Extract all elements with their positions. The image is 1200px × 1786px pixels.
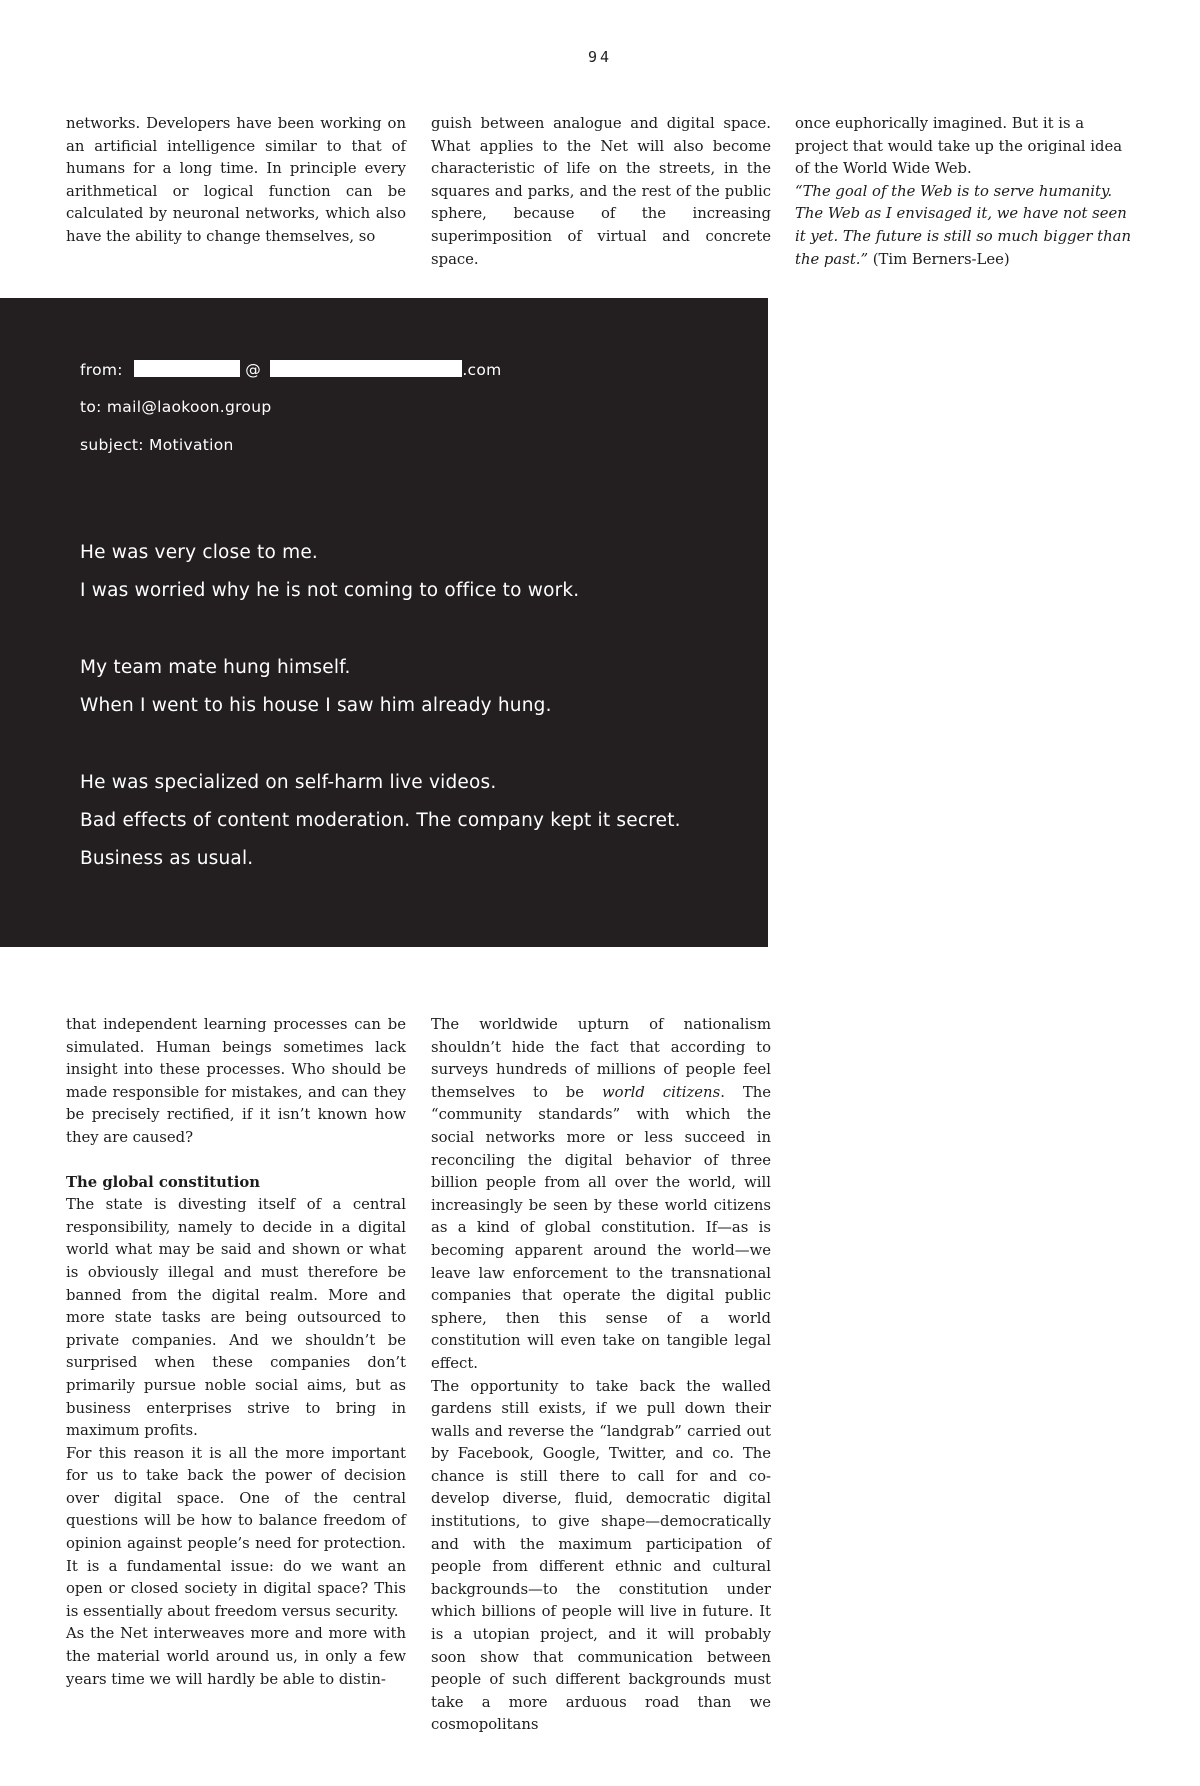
to-line: to: mail@laokoon.group bbox=[80, 398, 272, 416]
paragraph: For this reason it is all the more important for us to take back the power of decision over digital space. One of the central questions will be how to balance freedom of opinion against people’s need for protection. It is a fundamental issue: do we want an open or closed society in digital space? This is essentially about freedom versus security. bbox=[66, 1444, 406, 1620]
section-heading: The global constitution bbox=[66, 1173, 260, 1191]
top-column-2 bbox=[431, 113, 771, 271]
message-line: My team mate hung himself. bbox=[80, 657, 351, 678]
paragraph: The opportunity to take back the walled gardens still exists, if we pull down their walls and reverse the “landgrab” carried out by Facebook, Google, Twitter, and co. The chance is still there to call for and co-develop diverse, fluid, democratic digital institutions, to give shape—democratically and with the maximum participation of people from different ethnic and cultural backgrounds—to the constitution under which billions of people will live in future. It is a utopian project, and it will probably soon show that communication between people of such different backgrounds must take a more arduous road than we cosmopolitans bbox=[431, 1377, 771, 1734]
quote-attribution: (Tim Berners-Lee) bbox=[872, 250, 1010, 268]
quote-paragraph bbox=[795, 181, 1135, 271]
redacted-name bbox=[134, 360, 240, 377]
redacted-domain bbox=[270, 360, 462, 377]
message-line: I was worried why he is not coming to office to work. bbox=[80, 580, 580, 601]
message-line: Business as usual. bbox=[80, 848, 254, 869]
paragraph: once euphorically imagined. But it is a project that would take up the original idea of the World Wide Web. bbox=[795, 115, 1123, 178]
domain-suffix: .com bbox=[462, 361, 502, 379]
from-line bbox=[80, 360, 502, 379]
top-column-1 bbox=[66, 113, 406, 249]
message-line: Bad effects of content moderation. The company kept it secret. bbox=[80, 810, 681, 831]
text-run: The worldwide upturn of nationalism shouldn’t hide the fact that according to surveys hundreds of millions of people feel themselves to be bbox=[431, 1016, 771, 1101]
paragraph: The state is divesting itself of a central responsibility, namely to decide in a digital world what may be said and shown or what is obviously illegal and must therefore be banned from the digital realm. More and more state tasks are being outsourced to private companies. And we shouldn’t be surprised when these companies don’t primarily pursue noble social aims, but as business enterprises strive to bring in maximum profits. bbox=[66, 1196, 406, 1440]
paragraph: that independent learning processes can be simulated. Human beings sometimes lack insight into these processes. Who should be made responsible for mistakes, and can they be precisely rectified, if it isn’t known how they are caused? bbox=[66, 1016, 406, 1146]
email-panel bbox=[0, 298, 768, 947]
bottom-column-2 bbox=[431, 1014, 771, 1737]
paragraph: guish between analogue and digital space. What applies to the Net will also become characteristic of life on the streets, in the squares and parks, and the rest of the public sphere, because of the increasing superimposition of virtual and concrete space. bbox=[431, 115, 771, 268]
paragraph: networks. Developers have been working on an artificial intelligence similar to that of humans for a long time. In principle every arithmetical or logical function can be calculated by neuronal networks, which also have the ability to change themselves, so bbox=[66, 115, 406, 245]
from-label: from: bbox=[80, 361, 123, 379]
message-line: He was specialized on self-harm live videos. bbox=[80, 772, 497, 793]
subject-line: subject: Motivation bbox=[80, 436, 234, 454]
quote: “The goal of the Web is to serve humanity. The Web as I envisaged it, we have not seen it yet. The future is still so much bigger than the past.” bbox=[795, 182, 1131, 268]
paragraph bbox=[431, 1014, 771, 1376]
message-line: When I went to his house I saw him already hung. bbox=[80, 695, 552, 716]
paragraph: As the Net interweaves more and more with the material world around us, in only a few years time we will hardly be able to distin- bbox=[66, 1625, 406, 1688]
emphasis: world citizens bbox=[602, 1083, 721, 1101]
page-number: 94 bbox=[587, 48, 613, 66]
bottom-column-1 bbox=[66, 1014, 406, 1691]
top-column-3 bbox=[795, 113, 1135, 271]
spacer bbox=[66, 1150, 406, 1172]
at-sign: @ bbox=[245, 361, 262, 379]
message-line: He was very close to me. bbox=[80, 542, 318, 563]
text-run: . The “community standards” with which the social networks more or less succeed in reconciling the digital behavior of three billion people from all over the world, will increasingly be seen by these world citizens as a kind of global constitution. If—as is becoming apparent around the world—we leave law enforcement to the transnational companies that operate the digital public sphere, then this sense of a world constitution will even take on tangible legal effect. bbox=[431, 1083, 771, 1372]
